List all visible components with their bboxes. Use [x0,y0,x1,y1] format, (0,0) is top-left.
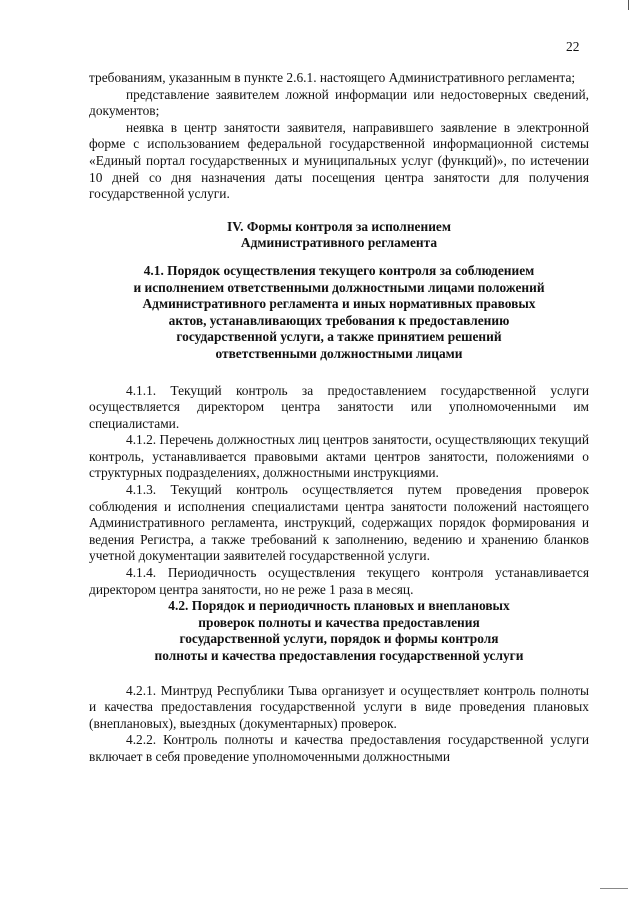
subsection-heading-line: 4.2. Порядок и периодичность плановых и внеплановых [168,598,510,614]
subsection-heading-line: государственной услуги, порядок и формы контроля [179,631,499,647]
paragraph-item: представление заявителем ложной информации или недостоверных сведений, документов; [89,86,589,119]
paragraph-4-1-2: 4.1.2. Перечень должностных лиц центров занятости, осуществляющих текущий контроль, устанавливается правовыми актами центров занятости, положениями о структурных подразделениях, должностными инструкциями. [89,432,589,481]
scan-edge-mark [628,0,629,10]
subsection-heading-line: 4.1. Порядок осуществления текущего контроля за соблюдением [143,262,535,278]
paragraph-4-1-1: 4.1.1. Текущий контроль за предоставлением государственной услуги осуществляется директором центра занятости или уполномоченными им специалистами. [89,382,589,431]
paragraph-continuation: требованиям, указанным в пункте 2.6.1. настоящего Административного регламента; [89,70,576,85]
subsection-heading-line: полноты и качества предоставления государственной услуги [154,648,524,663]
paragraph-4-1-3: 4.1.3. Текущий контроль осуществляется путем проведения проверок соблюдения и исполнения специалистами центра занятости положений настоящего Административного регламента, инструкций, содержащих порядок формирования и ведения Регистра, а также требований к заполнению, ведению и хранению бланков учетной документации заявителей государственной услуги. [89,482,589,564]
subsection-heading-line: ответственными должностными лицами [215,345,463,361]
section-heading-line: Административного регламента [240,235,438,251]
paragraph-4-2-2: 4.2.2. Контроль полноты и качества предоставления государственной услуги включает в себя проведение уполномоченными должностными [89,732,589,764]
subsection-heading-line: проверок полноты и качества предоставления [198,614,480,630]
scan-bottom-line [600,888,628,889]
subsection-heading-line: Административного регламента и иных нормативных правовых [142,296,536,312]
subsection-heading-line: актов, устанавливающих требования к предоставлению [168,312,510,328]
subsection-heading-line: государственной услуги, а также принятием решений [176,329,502,345]
document-body [89,70,589,766]
paragraph-item: неявка в центр занятости заявителя, направившего заявление в электронной форме с использованием федеральной государственной информационной системы «Единый портал государственных и муниципальных услуг (функций)», по истечении 10 дней со дня назначения даты посещения центра занятости для получения государственной услуги. [89,119,589,202]
page-number: 22 [566,39,580,54]
paragraph-4-2-1: 4.2.1. Минтруд Республики Тыва организует и осуществляет контроль полноты и качества предоставления государственной услуги в виде проведения плановых (внеплановых), выездных (документарных) проверок. [89,682,589,731]
subsection-heading-line: и исполнением ответственными должностными лицами положений [133,279,545,295]
section-heading-line: IV. Формы контроля за исполнением [227,218,451,234]
paragraph-4-1-4: 4.1.4. Периодичность осуществления текущего контроля устанавливается директором центра занятости, но не реже 1 раза в месяц. [89,565,589,597]
